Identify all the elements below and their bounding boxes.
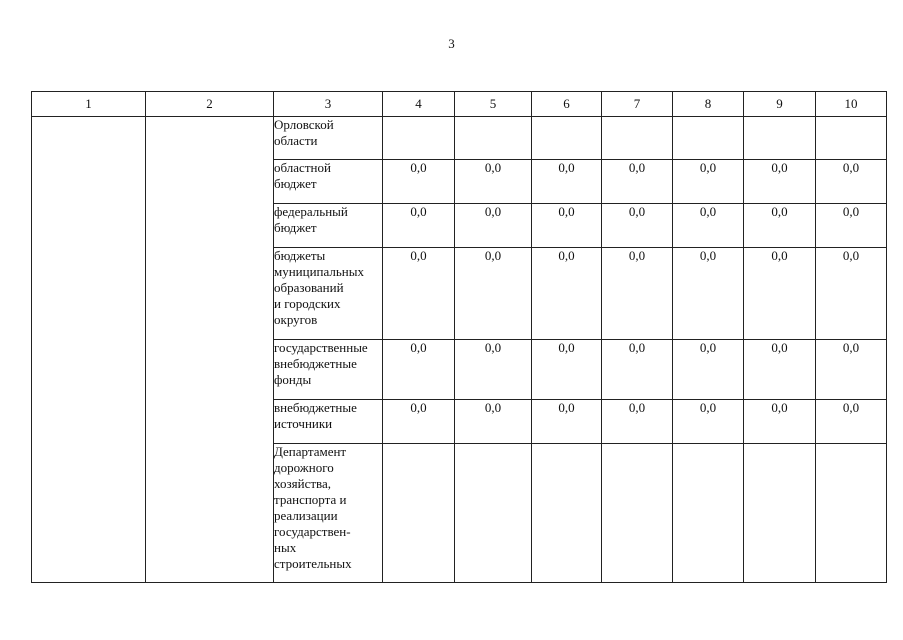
value-cell [532, 117, 602, 160]
desc-line: строительных [274, 556, 352, 571]
desc-line: областной [274, 160, 331, 175]
row-description [274, 204, 383, 248]
value-cell [744, 117, 816, 160]
column-header: 9 [744, 92, 816, 117]
desc-line: и городских [274, 296, 341, 311]
value-cell: 0,0 [455, 248, 532, 340]
value-cell: 0,0 [602, 160, 673, 204]
desc-line: бюджет [274, 220, 317, 235]
value-cell: 0,0 [383, 248, 455, 340]
desc-line: хозяйства, [274, 476, 332, 491]
row-description [274, 400, 383, 444]
value-cell [816, 117, 887, 160]
value-cell: 0,0 [673, 248, 744, 340]
desc-line: бюджет [274, 176, 317, 191]
value-cell [602, 117, 673, 160]
column-header: 2 [146, 92, 274, 117]
value-cell: 0,0 [673, 340, 744, 400]
value-cell: 0,0 [455, 340, 532, 400]
value-cell [673, 444, 744, 583]
value-cell: 0,0 [383, 400, 455, 444]
column-header: 1 [32, 92, 146, 117]
desc-line: округов [274, 312, 318, 327]
value-cell [532, 444, 602, 583]
value-cell: 0,0 [673, 160, 744, 204]
desc-line: муниципальных [274, 264, 365, 279]
desc-line: области [274, 133, 318, 148]
desc-line: дорожного [274, 460, 334, 475]
desc-line: транспорта и [274, 492, 347, 507]
value-cell: 0,0 [816, 400, 887, 444]
value-cell [383, 117, 455, 160]
column-header: 10 [816, 92, 887, 117]
value-cell: 0,0 [816, 160, 887, 204]
value-cell: 0,0 [602, 340, 673, 400]
budget-table [31, 91, 887, 583]
page-number: 3 [448, 36, 455, 51]
desc-line: бюджеты [274, 248, 326, 263]
value-cell: 0,0 [816, 204, 887, 248]
column-header: 4 [383, 92, 455, 117]
value-cell [455, 444, 532, 583]
desc-line: внебюджетные [274, 356, 357, 371]
value-cell: 0,0 [673, 204, 744, 248]
desc-line: Орловской [274, 117, 334, 132]
row-description [274, 340, 383, 400]
value-cell [673, 117, 744, 160]
header-row [32, 92, 887, 117]
value-cell: 0,0 [744, 340, 816, 400]
value-cell: 0,0 [602, 400, 673, 444]
col-1-merged-cell [32, 117, 146, 583]
value-cell: 0,0 [744, 204, 816, 248]
desc-line: Департамент [274, 444, 347, 459]
value-cell: 0,0 [455, 204, 532, 248]
value-cell: 0,0 [383, 340, 455, 400]
value-cell [744, 444, 816, 583]
value-cell: 0,0 [744, 400, 816, 444]
value-cell: 0,0 [532, 400, 602, 444]
col-2-merged-cell [146, 117, 274, 583]
value-cell: 0,0 [602, 204, 673, 248]
value-cell: 0,0 [455, 400, 532, 444]
desc-line: государственные [274, 340, 368, 355]
value-cell: 0,0 [816, 248, 887, 340]
table-row [32, 117, 887, 160]
desc-line: фонды [274, 372, 312, 387]
column-header: 5 [455, 92, 532, 117]
desc-line: образований [274, 280, 344, 295]
desc-line: государствен- [274, 524, 351, 539]
value-cell: 0,0 [673, 400, 744, 444]
desc-line: источники [274, 416, 333, 431]
column-header: 6 [532, 92, 602, 117]
value-cell: 0,0 [532, 160, 602, 204]
row-description [274, 160, 383, 204]
row-description [274, 117, 383, 160]
value-cell: 0,0 [532, 340, 602, 400]
value-cell: 0,0 [744, 160, 816, 204]
value-cell: 0,0 [455, 160, 532, 204]
desc-line: реализации [274, 508, 338, 523]
value-cell: 0,0 [744, 248, 816, 340]
desc-line: ных [274, 540, 297, 555]
desc-line: федеральный [274, 204, 348, 219]
value-cell: 0,0 [532, 204, 602, 248]
value-cell: 0,0 [532, 248, 602, 340]
column-header: 8 [673, 92, 744, 117]
value-cell: 0,0 [816, 340, 887, 400]
value-cell [602, 444, 673, 583]
value-cell [455, 117, 532, 160]
value-cell: 0,0 [383, 204, 455, 248]
desc-line: внебюджетные [274, 400, 357, 415]
row-description [274, 444, 383, 583]
value-cell: 0,0 [602, 248, 673, 340]
value-cell [816, 444, 887, 583]
column-header: 3 [274, 92, 383, 117]
value-cell [383, 444, 455, 583]
value-cell: 0,0 [383, 160, 455, 204]
column-header: 7 [602, 92, 673, 117]
row-description [274, 248, 383, 340]
